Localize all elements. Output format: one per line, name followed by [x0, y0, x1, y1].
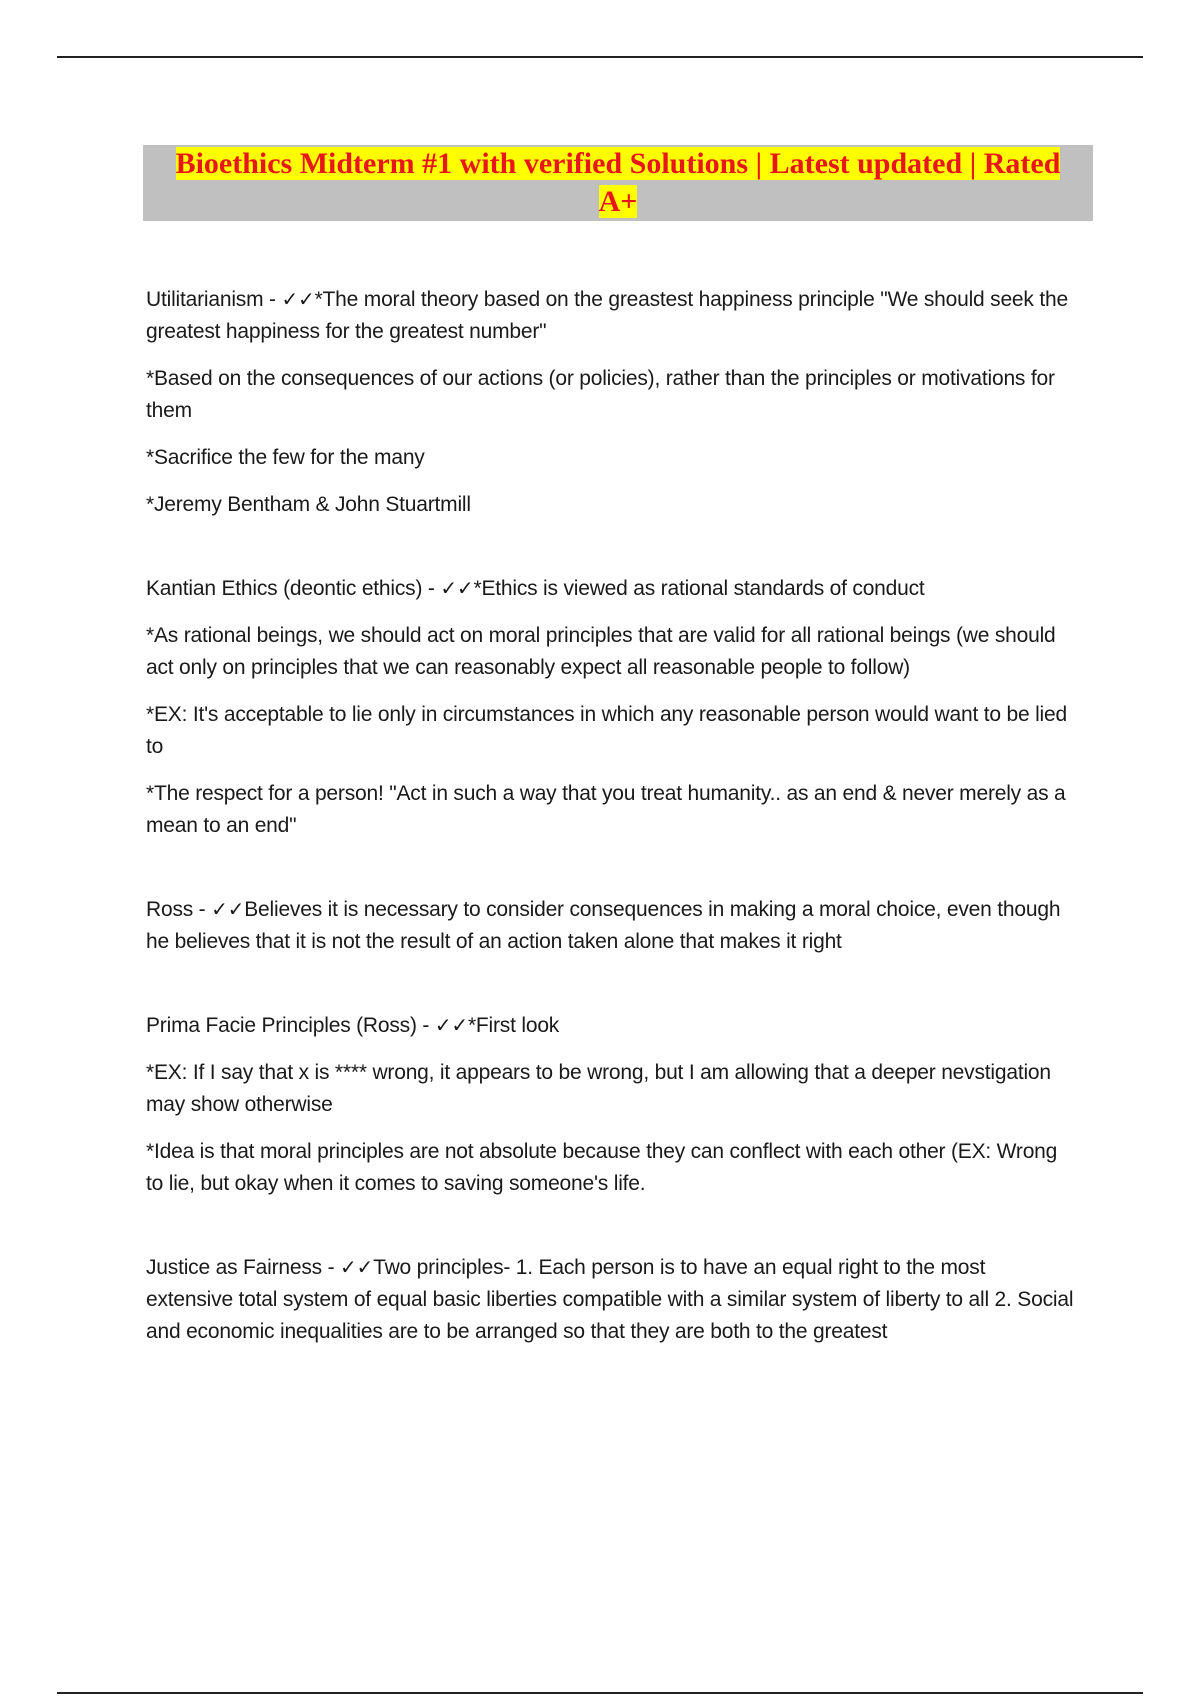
entry-heading: [146, 1251, 1076, 1348]
entry-heading: [146, 572, 1076, 605]
entry: [146, 283, 1076, 521]
entry-term: Justice as Fairness -: [146, 1256, 340, 1279]
entry-term: Prima Facie Principles (Ross) -: [146, 1014, 435, 1037]
entry-term: Ross -: [146, 898, 212, 921]
checkmark-icon: ✓✓: [281, 287, 315, 311]
entry-note: *The respect for a person! "Act in such a way that you treat humanity.. as an end & never merely as a mean to an end": [146, 782, 1066, 837]
entry-definition: *The moral theory based on the greastest happiness principle "We should seek the greatest happiness for the greatest number": [146, 288, 1068, 343]
entry-note: *Jeremy Bentham & John Stuartmill: [146, 493, 471, 516]
entry-heading: [146, 283, 1076, 348]
entry: [146, 1251, 1076, 1348]
checkmark-icon: ✓✓: [211, 897, 245, 921]
entry-definition: Two principles- 1. Each person is to have an equal right to the most extensive total system of equal basic liberties compatible with a similar system of liberty to all 2. Social and economic inequalities are to be arranged so that they are both to the greatest: [146, 1256, 1074, 1343]
checkmark-icon: ✓✓: [434, 1013, 468, 1037]
checkmark-icon: ✓✓: [440, 576, 474, 600]
entry-term: Kantian Ethics (deontic ethics) -: [146, 577, 441, 600]
entry: [146, 572, 1076, 842]
top-rule: [57, 56, 1143, 58]
document-title: Bioethics Midterm #1 with verified Solutions | Latest updated | Rated A+: [175, 147, 1061, 218]
entry: [146, 893, 1076, 958]
document-body: [146, 283, 1076, 1363]
entry-note: *Based on the consequences of our actions (or policies), rather than the principles or motivations for them: [146, 367, 1055, 422]
entry-term: Utilitarianism -: [146, 288, 282, 311]
entry-definition: *First look: [467, 1014, 560, 1037]
bottom-rule: [57, 1692, 1143, 1694]
entry-note: *Sacrifice the few for the many: [146, 446, 425, 469]
entry-heading: [146, 893, 1076, 958]
entry-heading: [146, 1009, 1076, 1042]
entry-definition: Believes it is necessary to consider consequences in making a moral choice, even though he believes that it is not the result of an action taken alone that makes it right: [146, 898, 1061, 953]
checkmark-icon: ✓✓: [340, 1255, 374, 1279]
entry-note: *As rational beings, we should act on moral principles that are valid for all rational beings (we should act only on principles that we can reasonably expect all reasonable people to follow): [146, 624, 1056, 679]
title-banner: [143, 145, 1093, 221]
entry-note: *Idea is that moral principles are not absolute because they can conflect with each other (EX: Wrong to lie, but okay when it comes to saving someone's life.: [146, 1140, 1058, 1195]
entry-note: *EX: If I say that x is **** wrong, it appears to be wrong, but I am allowing that a deeper nevstigation may show otherwise: [146, 1061, 1051, 1116]
entry: [146, 1009, 1076, 1200]
entry-note: *EX: It's acceptable to lie only in circumstances in which any reasonable person would want to be lied to: [146, 703, 1067, 758]
entry-definition: *Ethics is viewed as rational standards of conduct: [473, 577, 925, 600]
